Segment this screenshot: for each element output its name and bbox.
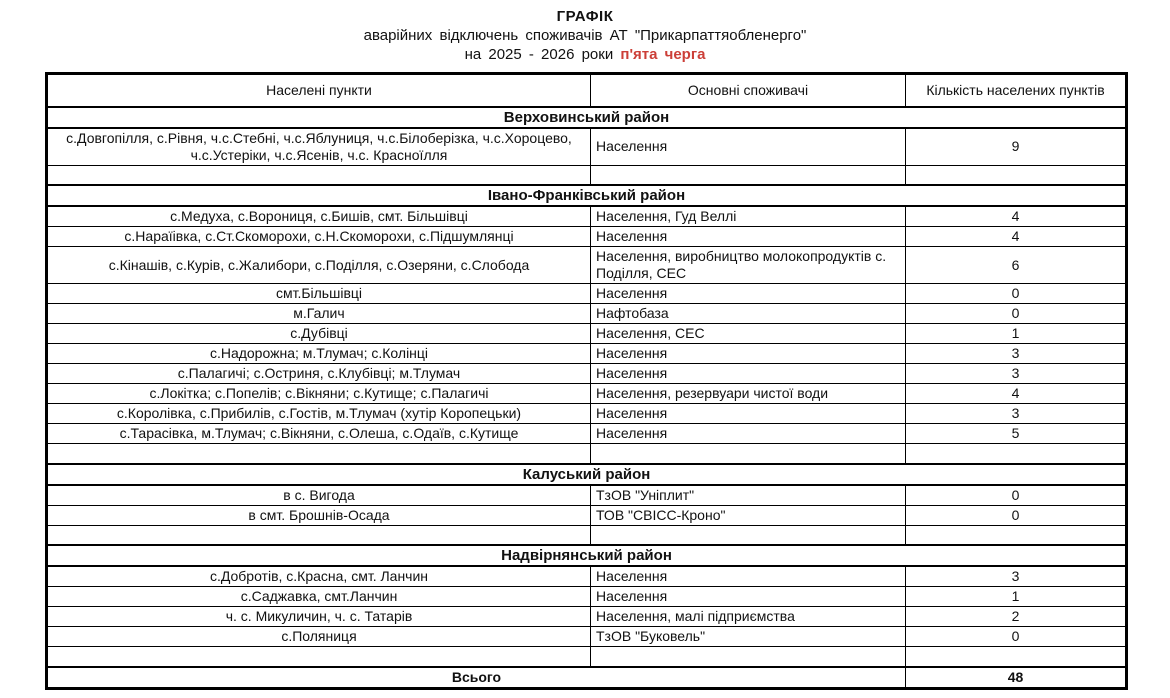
spacer-cell-settlements: [47, 444, 591, 464]
outage-data-row: [47, 404, 1127, 424]
consumers-cell: Населення: [591, 128, 906, 166]
count-cell: 4: [906, 384, 1127, 404]
district-section-label: Калуський район: [47, 464, 1127, 485]
count-cell: 9: [906, 128, 1127, 166]
count-cell: 3: [906, 364, 1127, 384]
col-header-consumers: Основні споживачі: [591, 74, 906, 107]
count-cell: 3: [906, 566, 1127, 587]
count-cell: 6: [906, 247, 1127, 284]
count-cell: 0: [906, 627, 1127, 647]
outage-data-row: [47, 627, 1127, 647]
settlements-cell: с.Добротів, с.Красна, смт. Ланчин: [47, 566, 591, 587]
outage-data-row: [47, 607, 1127, 627]
count-cell: 1: [906, 324, 1127, 344]
spacer-cell-consumers: [591, 165, 906, 185]
district-section-label: Верховинський район: [47, 107, 1127, 128]
consumers-cell: Населення: [591, 404, 906, 424]
spacer-row: [47, 525, 1127, 545]
settlements-cell: в смт. Брошнів-Осада: [47, 505, 591, 525]
settlements-cell: ч. с. Микуличин, ч. с. Татарів: [47, 607, 591, 627]
consumers-cell: Населення, резервуари чистої води: [591, 384, 906, 404]
count-cell: 4: [906, 227, 1127, 247]
consumers-cell: Населення, Гуд Веллі: [591, 206, 906, 227]
outage-data-row: [47, 344, 1127, 364]
document-subtitle: аварійних відключень споживачів АТ "Прикарпаттяобленерго": [363, 27, 807, 44]
consumers-cell: Населення, СЕС: [591, 324, 906, 344]
settlements-cell: с.Надорожна; м.Тлумач; с.Колінці: [47, 344, 591, 364]
document-title: ГРАФІК: [556, 8, 614, 25]
period-text: на 2025 - 2026 роки: [464, 46, 614, 63]
consumers-cell: Населення: [591, 424, 906, 444]
district-section-label: Надвірнянський район: [47, 545, 1127, 566]
outage-data-row: [47, 227, 1127, 247]
queue-highlight: п'ята черга: [620, 46, 706, 63]
document-title-block: [0, 0, 1170, 64]
count-cell: 0: [906, 505, 1127, 525]
settlements-cell: с.Локітка; с.Попелів; с.Вікняни; с.Кутище; с.Палагичі: [47, 384, 591, 404]
outage-data-row: [47, 505, 1127, 525]
table-header-row: [47, 74, 1127, 107]
settlements-cell: с.Медуха, с.Ворониця, с.Бишів, смт. Більшівці: [47, 206, 591, 227]
settlements-cell: с.Королівка, с.Прибилів, с.Гостів, м.Тлумач (хутір Коропецьки): [47, 404, 591, 424]
outage-data-row: [47, 587, 1127, 607]
count-cell: 1: [906, 587, 1127, 607]
district-section-row: [47, 545, 1127, 566]
consumers-cell: Населення, малі підприємства: [591, 607, 906, 627]
consumers-cell: ТОВ "СВІСС-Кроно": [591, 505, 906, 525]
outage-data-row: [47, 247, 1127, 284]
spacer-row: [47, 444, 1127, 464]
settlements-cell: с.Тарасівка, м.Тлумач; с.Вікняни, с.Олеша, с.Одаїв, с.Кутище: [47, 424, 591, 444]
settlements-cell: с.Кінашів, с.Курів, с.Жалибори, с.Поділля, с.Озеряни, с.Слобода: [47, 247, 591, 284]
district-section-label: Івано-Франківський район: [47, 185, 1127, 206]
consumers-cell: Населення, виробництво молокопродуктів с. Поділля, СЕС: [591, 247, 906, 284]
settlements-cell: смт.Більшівці: [47, 284, 591, 304]
consumers-cell: ТзОВ "Уніплит": [591, 485, 906, 506]
total-row: [47, 667, 1127, 689]
settlements-cell: с.Палагичі; с.Остриня, с.Клубівці; м.Тлумач: [47, 364, 591, 384]
outage-data-row: [47, 284, 1127, 304]
settlements-cell: с.Нараїівка, с.Ст.Скоморохи, с.Н.Скоморохи, с.Підшумлянці: [47, 227, 591, 247]
spacer-cell-settlements: [47, 165, 591, 185]
district-section-row: [47, 464, 1127, 485]
settlements-cell: с.Довгопілля, с.Рівня, ч.с.Стебні, ч.с.Яблуниця, ч.с.Білоберізка, ч.с.Хороцево, ч.с.Устеріки, ч.с.Ясенів, ч.с. Красноїлля: [47, 128, 591, 166]
outage-data-row: [47, 304, 1127, 324]
count-cell: 3: [906, 404, 1127, 424]
outage-data-row: [47, 324, 1127, 344]
consumers-cell: Населення: [591, 566, 906, 587]
table-body: [47, 107, 1127, 689]
count-cell: 2: [906, 607, 1127, 627]
consumers-cell: Населення: [591, 284, 906, 304]
outage-data-row: [47, 206, 1127, 227]
consumers-cell: Населення: [591, 587, 906, 607]
settlements-cell: в с. Вигода: [47, 485, 591, 506]
count-cell: 0: [906, 485, 1127, 506]
outage-data-row: [47, 424, 1127, 444]
count-cell: 0: [906, 284, 1127, 304]
spacer-cell-consumers: [591, 647, 906, 667]
total-label: Всього: [47, 667, 906, 689]
consumers-cell: Населення: [591, 364, 906, 384]
settlements-cell: с.Поляниця: [47, 627, 591, 647]
consumers-cell: Населення: [591, 344, 906, 364]
outage-data-row: [47, 566, 1127, 587]
consumers-cell: Населення: [591, 227, 906, 247]
district-section-row: [47, 185, 1127, 206]
spacer-cell-consumers: [591, 444, 906, 464]
spacer-cell-settlements: [47, 525, 591, 545]
spacer-cell-count: [906, 165, 1127, 185]
spacer-cell-count: [906, 525, 1127, 545]
spacer-cell-consumers: [591, 525, 906, 545]
outage-data-row: [47, 384, 1127, 404]
col-header-count: Кількість населених пунктів: [906, 74, 1127, 107]
col-header-settlements: Населені пункти: [47, 74, 591, 107]
count-cell: 4: [906, 206, 1127, 227]
district-section-row: [47, 107, 1127, 128]
spacer-row: [47, 165, 1127, 185]
spacer-cell-count: [906, 444, 1127, 464]
outage-schedule-table: [45, 72, 1128, 690]
count-cell: 3: [906, 344, 1127, 364]
outage-data-row: [47, 364, 1127, 384]
spacer-cell-settlements: [47, 647, 591, 667]
settlements-cell: с.Саджавка, смт.Ланчин: [47, 587, 591, 607]
outage-data-row: [47, 128, 1127, 166]
consumers-cell: ТзОВ "Буковель": [591, 627, 906, 647]
outage-data-row: [47, 485, 1127, 506]
consumers-cell: Нафтобаза: [591, 304, 906, 324]
spacer-cell-count: [906, 647, 1127, 667]
count-cell: 5: [906, 424, 1127, 444]
document-period-line: [0, 45, 1170, 64]
count-cell: 0: [906, 304, 1127, 324]
total-count: 48: [906, 667, 1127, 689]
spacer-row: [47, 647, 1127, 667]
settlements-cell: м.Галич: [47, 304, 591, 324]
settlements-cell: с.Дубівці: [47, 324, 591, 344]
